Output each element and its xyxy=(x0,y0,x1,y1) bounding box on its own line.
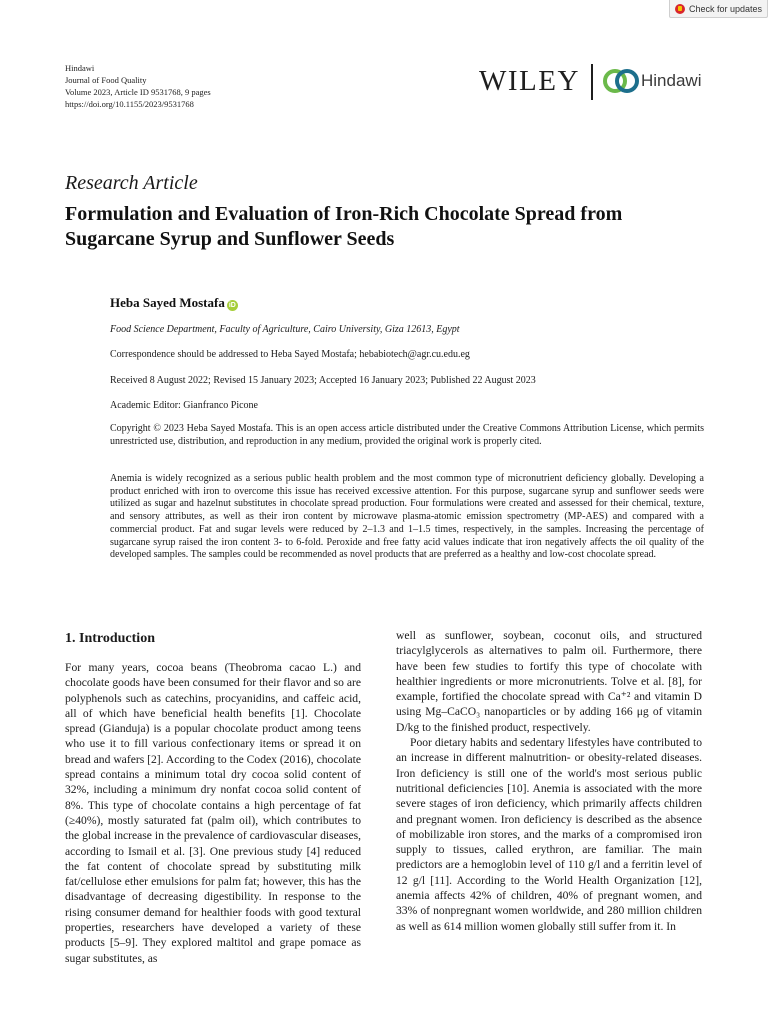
check-for-updates-button[interactable] xyxy=(669,0,768,18)
academic-editor: Academic Editor: Gianfranco Picone xyxy=(110,400,258,411)
hindawi-logo-icon xyxy=(603,67,639,95)
author-name[interactable]: Heba Sayed Mostafa xyxy=(110,295,225,310)
logo-divider xyxy=(591,64,593,100)
author-line xyxy=(110,295,238,311)
doi-link[interactable]: https://doi.org/10.1155/2023/9531768 xyxy=(65,99,194,109)
copyright-notice: Copyright © 2023 Heba Sayed Mostafa. This is an open access article distributed under the Creative Commons Attribution License, which permits unrestricted use, distribution, and reproduction in any medium, provided the original work is properly cited. xyxy=(110,423,704,447)
section-heading-introduction: 1. Introduction xyxy=(65,631,155,646)
article-dates: Received 8 August 2022; Revised 15 January 2023; Accepted 16 January 2023; Published 22 August 2023 xyxy=(110,375,536,386)
hindawi-logo-text: Hindawi xyxy=(641,71,702,90)
volume-line: Volume 2023, Article ID 9531768, 9 pages xyxy=(65,87,211,97)
body-column-left xyxy=(65,628,361,966)
abstract: Anemia is widely recognized as a serious public health problem and the most common type of micronutrient deficiency globally. Developing a product enriched with iron to overcome this issue has received excessive attention. For this purpose, sugarcane syrup and sunflower seeds were utilized as sugar and hazelnut substitutes in chocolate spread production. Four formulations were created and assessed for their chemical, texture, and sensory attributes, as well as their iron content by microwave plasma-atomic emission spectrometry (MP-AES) and compared with a commercial product. Fat and sugar levels were reduced by 2–1.3 and 1–1.5 times, respectively, in the samples. Increasing the percentage of sugarcane syrup raised the iron content 3- to 6-fold. Peroxide and free fatty acid values indicate that iron negatively affects the oil quality of the developed samples. The samples could be recommended as novel products that are preferred as a healthy and low-cost chocolate spread. xyxy=(110,473,704,561)
paragraph: Poor dietary habits and sedentary lifestyles have contributed to an increase in different malnutrition- or obesity-related diseases. Iron deficiency is still one of the world's most serious public nutritional deficiencies [10]. Anemia is associated with the more severe stages of iron deficiency, which primarily affects children and pregnant women. Iron deficiency is described as the absence of mobilizable iron stores, and the marks of a compromised iron supply to tissues, called erythron, are familiar. The main predictors are a hemoglobin level of 110 g/l and a ferritin level of 12 g/l [11]. According to the World Health Organization [12], anemia affects 42% of children, 40% of pregnant women, and 33% of nonpregnant women worldwide, and 280 million children as well as 614 million women globally still suffer from it. In xyxy=(396,736,702,933)
orcid-icon[interactable]: iD xyxy=(228,302,236,309)
article-type: Research Article xyxy=(65,172,198,194)
wiley-logo: WILEY xyxy=(479,65,580,97)
correspondence: Correspondence should be addressed to Heba Sayed Mostafa; hebabiotech@agr.cu.edu.eg xyxy=(110,349,470,360)
paragraph: well as sunflower, soybean, coconut oils, and structured triacylglycerols as alternatives to palm oil. Furthermore, there have been few studies to fortify this type of chocolate with healthier ingredients or more micronutrients. Tolve et al. [8], for example, fortified the chocolate spread with Ca⁺² and vitamin D using Mg–CaCO₃ nanoparticles or by adding 166 μg of vitamin D/kg to the finished product, respectively. xyxy=(396,629,702,734)
publisher-name: Hindawi xyxy=(65,63,95,73)
check-for-updates-label: Check for updates xyxy=(689,3,763,14)
affiliation: Food Science Department, Faculty of Agriculture, Cairo University, Giza 12613, Egypt xyxy=(110,324,460,335)
paragraph: For many years, cocoa beans (Theobroma cacao L.) and chocolate goods have been consumed for their flavor and so are polyphenols such as catechins, procyanidins, and caffeic acid, all of which have beneficial health benefits [1]. Chocolate spread (Gianduja) is a popular chocolate product among teens who use it to fill various confectionary items or spread it on bread and wafers [2]. According to the Codex (2016), chocolate spread contains a minimum total dry cocoa solid content of 32%, including a minimum dry nonfat cocoa solid content of 8%. This type of chocolate contains a high percentage of fat (≥40%), mostly saturated fat (palm oil), which contributes to the global increase in the prevalence of cardiovascular diseases, according to Ismail et al. [3]. One previous study [4] reduced the fat content of chocolate spread by substituting milk fat/cellulose ether emulsions for palm fat; however, this has the disadvantage of decreasing digestibility. In response to the rising consumer demand for healthier foods with good textural properties, researchers have developed a variety of these products [5–9]. They explored maltitol and grape pomace as sugar substitutes, as xyxy=(65,661,361,965)
crossmark-icon xyxy=(675,4,685,14)
journal-meta xyxy=(65,62,211,110)
article-title: Formulation and Evaluation of Iron-Rich Chocolate Spread from Sugarcane Syrup and Sunflower Seeds xyxy=(65,203,623,250)
journal-name: Journal of Food Quality xyxy=(65,75,147,85)
body-column-right xyxy=(396,628,702,934)
